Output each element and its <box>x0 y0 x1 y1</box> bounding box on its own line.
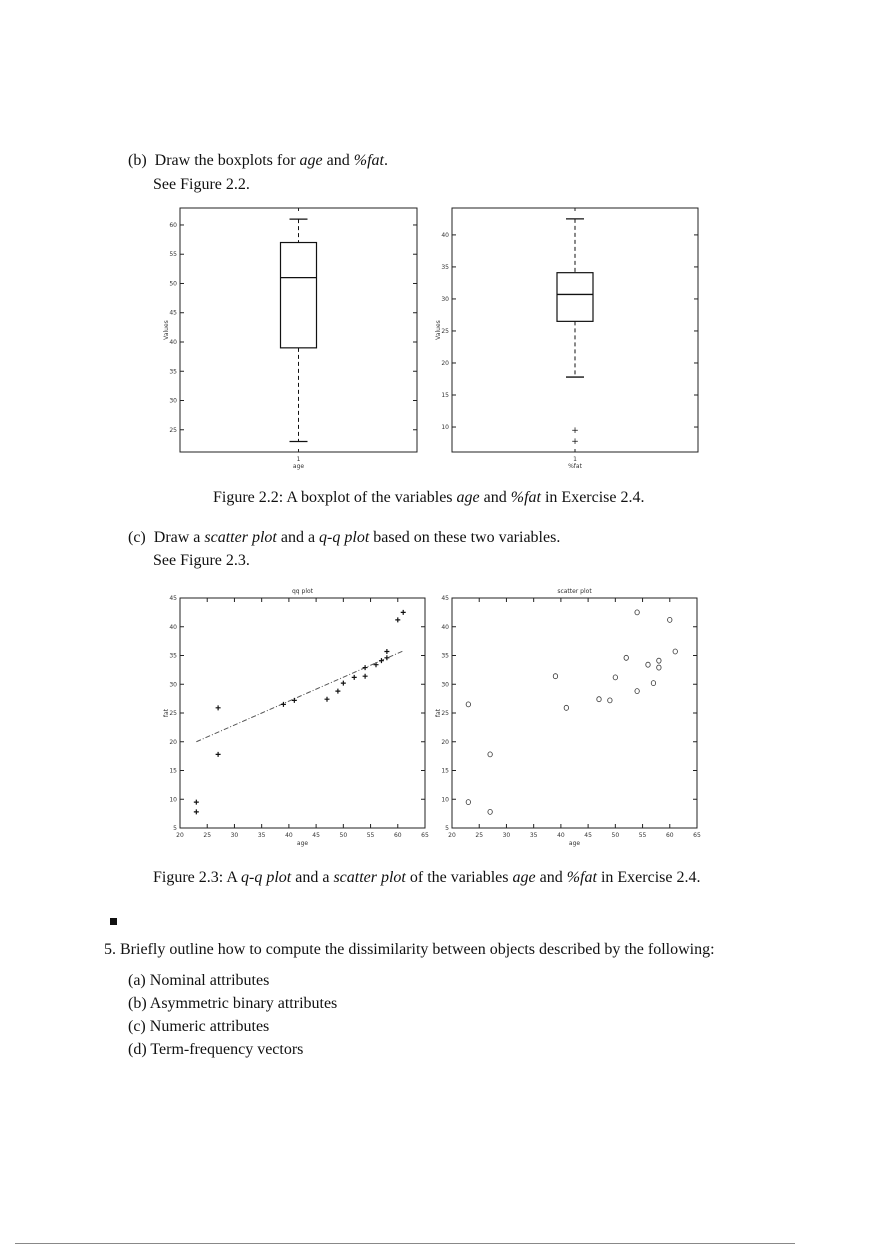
y-tick-label: 30 <box>441 681 449 689</box>
data-point <box>624 655 628 660</box>
data-point <box>401 610 406 615</box>
data-point <box>553 674 557 679</box>
y-axis-label: Values <box>435 320 442 340</box>
reference-line <box>196 651 403 742</box>
data-point <box>363 665 368 670</box>
y-tick-label: 15 <box>169 767 177 775</box>
x-tick-label: 65 <box>421 832 429 839</box>
x-tick-label: 25 <box>475 832 484 839</box>
data-point <box>216 705 221 710</box>
y-tick-label: 20 <box>169 738 177 746</box>
data-point <box>374 662 379 667</box>
data-point <box>384 649 389 654</box>
data-point <box>352 675 357 680</box>
y-tick-label: 25 <box>441 327 449 335</box>
x-tick-label: 25 <box>203 832 212 839</box>
data-point <box>216 752 221 757</box>
data-point <box>466 702 470 707</box>
chart-title: scatter plot <box>557 588 592 595</box>
box <box>557 273 593 322</box>
x-tick-label: 35 <box>257 832 266 839</box>
data-point <box>325 697 330 702</box>
x-tick-label: 50 <box>611 832 620 839</box>
x-tick-label: 30 <box>502 832 511 839</box>
y-tick-label: 15 <box>441 767 449 775</box>
x-axis-label: age <box>292 463 305 470</box>
figure-2-2-caption: Figure 2.2: A boxplot of the variables age and %fat in Exercise 2.4. <box>213 489 645 506</box>
x-tick-label: 35 <box>529 832 538 839</box>
plot-frame <box>452 598 697 828</box>
data-point <box>657 665 661 670</box>
y-tick-label: 25 <box>441 710 449 717</box>
data-point <box>194 809 199 814</box>
x-tick-label: 65 <box>693 832 701 839</box>
question-5-item-b: (b) Asymmetric binary attributes <box>128 995 338 1012</box>
plot-frame <box>180 598 425 828</box>
part-b-see: See Figure 2.2. <box>153 176 250 193</box>
y-tick-label: 40 <box>169 338 177 346</box>
part-c-text: (c) Draw a scatter plot and a q-q plot based on these two variables. <box>128 529 561 546</box>
y-tick-label: 45 <box>169 595 177 602</box>
y-axis-label: fat <box>435 708 442 718</box>
y-tick-label: 40 <box>441 231 449 239</box>
question-5-item-a: (a) Nominal attributes <box>128 972 270 989</box>
data-point <box>597 697 601 702</box>
x-tick-label: 50 <box>339 832 348 839</box>
y-tick-label: 45 <box>441 595 449 602</box>
x-axis-label: %fat <box>568 463 582 470</box>
y-axis-label: fat <box>163 708 170 718</box>
y-tick-label: 60 <box>169 221 177 229</box>
data-point <box>608 698 612 703</box>
data-point <box>651 681 655 686</box>
question-5-item-d: (d) Term-frequency vectors <box>128 1041 304 1058</box>
data-point <box>635 689 639 694</box>
y-tick-label: 35 <box>441 263 449 271</box>
data-point <box>379 658 384 663</box>
y-tick-label: 40 <box>169 623 177 631</box>
y-tick-label: 50 <box>169 280 177 288</box>
y-tick-label: 35 <box>169 368 177 376</box>
outlier-marker: + <box>571 426 579 437</box>
y-tick-label: 5 <box>445 825 449 832</box>
x-axis-label: age <box>568 840 581 847</box>
chart-title: qq plot <box>291 588 314 595</box>
data-point <box>657 658 661 663</box>
x-axis-label: age <box>296 840 309 847</box>
data-point <box>384 655 389 660</box>
y-tick-label: 20 <box>441 359 449 367</box>
data-point <box>395 617 400 622</box>
data-point <box>646 662 650 667</box>
y-tick-label: 30 <box>169 681 177 689</box>
data-point <box>488 809 492 814</box>
y-tick-label: 10 <box>169 796 177 804</box>
part-c-see: See Figure 2.3. <box>153 552 250 569</box>
x-tick-label: 1 <box>573 456 577 463</box>
x-tick-label: 20 <box>176 832 184 839</box>
figure-2-3-caption: Figure 2.3: A q-q plot and a scatter plot of the variables age and %fat in Exercise 2.4. <box>153 869 701 886</box>
x-tick-label: 30 <box>230 832 239 839</box>
data-point <box>292 698 297 703</box>
data-point <box>613 675 617 680</box>
y-axis-label: Values <box>163 320 170 340</box>
y-tick-label: 5 <box>173 825 177 832</box>
part-b-text: (b) Draw the boxplots for age and %fat. <box>128 152 388 169</box>
outlier-marker: + <box>571 437 579 448</box>
x-tick-label: 55 <box>366 832 375 839</box>
x-tick-label: 1 <box>296 456 301 463</box>
y-tick-label: 30 <box>169 397 177 405</box>
y-tick-label: 15 <box>441 392 449 400</box>
y-tick-label: 40 <box>441 623 449 631</box>
y-tick-label: 55 <box>169 251 177 259</box>
data-point <box>673 649 677 654</box>
y-tick-label: 45 <box>169 309 177 317</box>
y-tick-label: 20 <box>441 738 449 746</box>
data-point <box>335 689 340 694</box>
data-point <box>635 610 639 615</box>
y-tick-label: 35 <box>169 652 177 660</box>
data-point <box>341 681 346 686</box>
question-5-item-c: (c) Numeric attributes <box>128 1018 270 1035</box>
data-point <box>194 800 199 805</box>
x-tick-label: 40 <box>557 832 565 839</box>
data-point <box>564 705 568 710</box>
x-tick-label: 45 <box>584 832 592 839</box>
x-tick-label: 40 <box>285 832 293 839</box>
data-point <box>363 674 368 679</box>
x-tick-label: 55 <box>638 832 647 839</box>
y-tick-label: 25 <box>169 710 177 717</box>
box <box>281 243 317 348</box>
y-tick-label: 30 <box>441 295 449 303</box>
data-point <box>488 752 492 757</box>
x-tick-label: 20 <box>448 832 456 839</box>
x-tick-label: 60 <box>393 832 402 839</box>
data-point <box>668 617 672 622</box>
y-tick-label: 10 <box>441 424 449 432</box>
y-tick-label: 10 <box>441 796 449 804</box>
y-tick-label: 35 <box>441 652 449 660</box>
data-point <box>466 800 470 805</box>
x-tick-label: 45 <box>312 832 320 839</box>
x-tick-label: 60 <box>665 832 674 839</box>
question-5-text: 5. Briefly outline how to compute the dissimilarity between objects described by the following: <box>104 941 715 958</box>
y-tick-label: 25 <box>169 426 177 434</box>
